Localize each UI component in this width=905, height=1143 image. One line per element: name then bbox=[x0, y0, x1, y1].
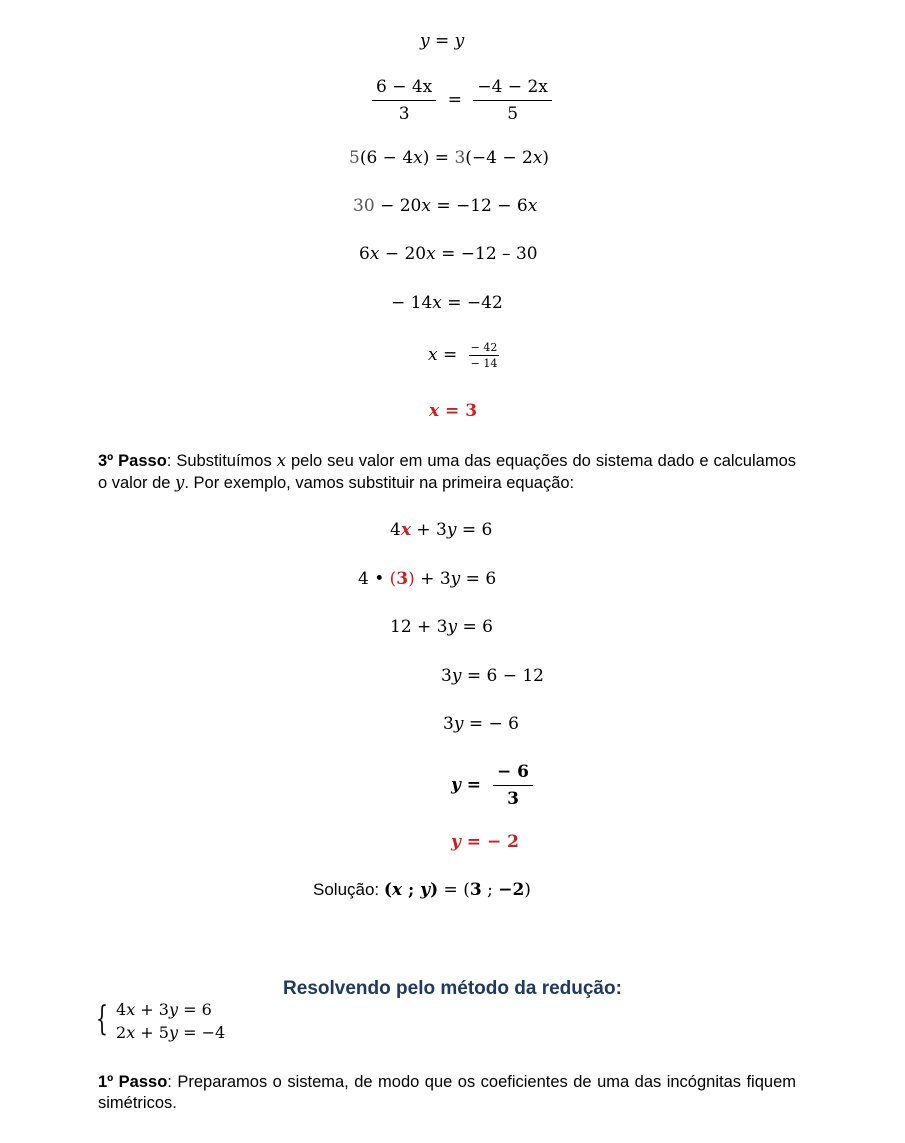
result-y: y = − 2 bbox=[451, 832, 519, 852]
fraction-x-denominator: − 14 bbox=[470, 357, 498, 370]
step3-text-b: pelo seu valor em uma das equações do sistema dado e calculamos o valor de bbox=[98, 452, 796, 492]
system-line-2: 2x + 5y = −4 bbox=[116, 1023, 226, 1042]
step3-paragraph bbox=[98, 450, 796, 494]
step3-text-a: : Substituímos bbox=[166, 452, 277, 470]
equation-x-fraction: x = $\frac{- 42}{- 14}$ bbox=[428, 341, 498, 370]
system-line-1: 4x + 3y = 6 bbox=[116, 1000, 212, 1019]
step3-label: 3º Passo bbox=[98, 452, 167, 470]
fraction-left-numerator: 6 − 4x bbox=[372, 77, 436, 101]
equation-first-original: 4x + 3y = 6 bbox=[390, 520, 493, 540]
fraction-x bbox=[469, 341, 500, 370]
equation-substituted: 4 • (3) + 3y = 6 bbox=[358, 569, 497, 589]
fraction-left-denominator: 3 bbox=[398, 104, 410, 124]
fraction-right-denominator: 5 bbox=[507, 104, 519, 124]
fraction-right bbox=[473, 77, 552, 124]
fraction-y-numerator: − 6 bbox=[493, 762, 533, 786]
fraction-left bbox=[372, 77, 436, 124]
equation-multiplied: 12 + 3y = 6 bbox=[390, 617, 493, 637]
fraction-right-numerator: −4 − 2x bbox=[473, 77, 552, 101]
fraction-y bbox=[493, 762, 533, 809]
equation-y-equals-y: y = y bbox=[420, 31, 465, 51]
fraction-x-numerator: − 42 bbox=[470, 341, 498, 354]
section-heading: Resolvendo pelo método da redução: bbox=[283, 978, 622, 999]
result-x: x = 3 bbox=[429, 401, 478, 421]
equation-grouped: 6x − 20x = −12 – 30 bbox=[359, 244, 538, 264]
equation-cross-multiply: 5(6 − 4x) = 3(−4 − 2x) bbox=[349, 148, 550, 168]
solution-line: Solução: (x ; y) = (3 ; −2) bbox=[313, 880, 531, 900]
solution-label: Solução: bbox=[313, 880, 384, 899]
step1-text: : Preparamos o sistema, de modo que os coeficientes de uma das incógnitas fiquem simétricos. bbox=[98, 1073, 796, 1112]
system-brace: { bbox=[96, 999, 108, 1039]
equation-fractions: $\frac{6 - 4x}{3}$ = $\frac{-4 - 2x}{5}$ bbox=[366, 77, 558, 124]
step1-label: 1º Passo bbox=[98, 1073, 168, 1091]
equation-expanded: 30 − 20x = −12 − 6x bbox=[353, 196, 538, 216]
equation-isolate-y: 3y = 6 − 12 bbox=[441, 666, 544, 686]
equation-3y: 3y = − 6 bbox=[443, 714, 519, 734]
fraction-y-denominator: 3 bbox=[507, 789, 519, 809]
step3-text-c: . Por exemplo, vamos substituir na primeira equação: bbox=[184, 474, 575, 492]
step1-paragraph bbox=[98, 1072, 796, 1114]
step3-var-y: y bbox=[175, 473, 185, 492]
equation-y-fraction: y = $\frac{- 6}{3}$ bbox=[451, 762, 539, 809]
step3-var-x: x bbox=[276, 451, 287, 470]
equation-simplified: − 14x = −42 bbox=[391, 293, 503, 313]
